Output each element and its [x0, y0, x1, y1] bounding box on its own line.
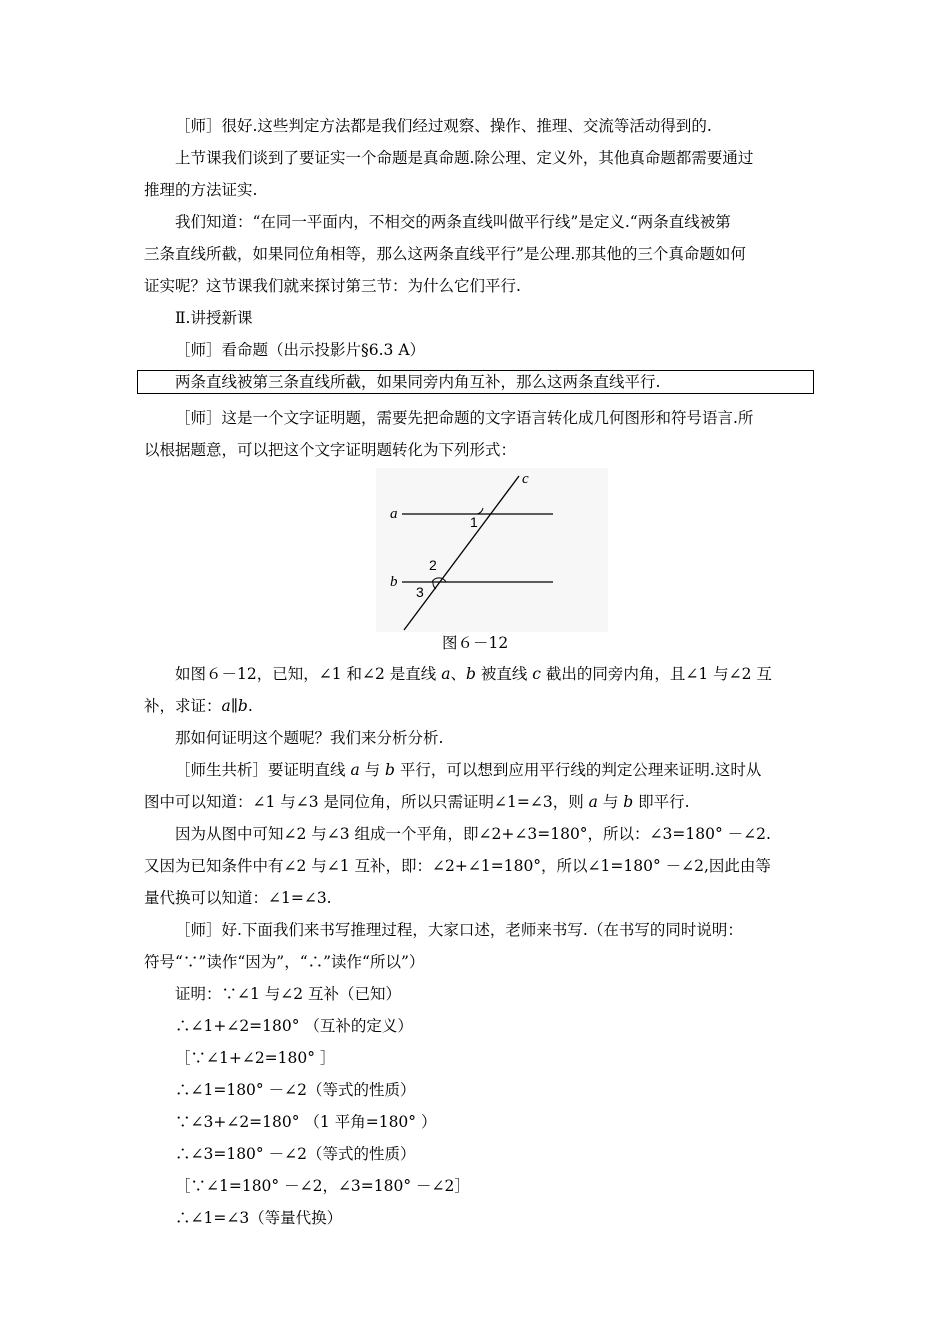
analysis-text: 即平行. — [633, 793, 690, 811]
given-text: . — [247, 697, 253, 715]
analysis-line5: 量代换可以知道：∠1=∠3. — [144, 889, 332, 907]
line-c — [404, 476, 519, 630]
proof-step: ［∵∠1+∠2=180° ］ — [175, 1049, 336, 1067]
analysis-line4: 又因为已知条件中有∠2 与∠1 互补，即：∠2+∠1=180°，所以∠1=180° －∠2,因此由等 — [144, 857, 771, 875]
analysis-line2 — [144, 792, 690, 812]
proof-step: 证明：∵∠1 与∠2 互补（已知） — [175, 985, 402, 1003]
given-line1 — [175, 664, 772, 684]
paragraph-review-line2: 推理的方法证实. — [144, 181, 258, 199]
analysis-var-a: a — [588, 793, 598, 811]
paragraph-teacher-praise: ［师］很好.这些判定方法都是我们经过观察、操作、推理、交流等活动得到的. — [175, 117, 712, 135]
section-heading: Ⅱ.讲授新课 — [175, 309, 253, 327]
paragraph-convert-line1: ［师］这是一个文字证明题，需要先把命题的文字语言转化成几何图形和符号语言.所 — [175, 409, 754, 427]
given-text: 、 — [450, 665, 466, 683]
analysis-text: 平行，可以想到应用平行线的判定公理来证明.这时从 — [394, 761, 762, 779]
teacher-writing-line1: ［师］好.下面我们来书写推理过程，大家口述，老师来书写.（在书写的同时说明： — [175, 921, 743, 939]
label-a: a — [390, 506, 398, 522]
given-goal: a∥b — [221, 697, 248, 715]
geometry-figure — [376, 468, 608, 632]
proof-step: ∴∠1+∠2=180° （互补的定义） — [175, 1017, 413, 1035]
analysis-line1 — [175, 760, 761, 780]
figure-caption: 图６－12 — [442, 634, 509, 652]
paragraph-convert-line2: 以根据题意，可以把这个文字证明题转化为下列形式： — [144, 441, 517, 459]
proof-step: ∴∠1=∠3（等量代换） — [175, 1209, 343, 1227]
proposition-box — [137, 370, 814, 394]
given-text: 如图６－12，已知，∠1 和∠2 是直线 — [175, 665, 442, 683]
label-b: b — [390, 574, 398, 590]
proposition-text: 两条直线被第三条直线所截，如果同旁内角互补，那么这两条直线平行. — [175, 373, 661, 391]
proof-step: ∴∠3=180° －∠2（等式的性质） — [175, 1145, 416, 1163]
label-angle-3: 3 — [416, 584, 424, 600]
given-text: 截出的同旁内角，且∠1 与∠2 互 — [540, 665, 772, 683]
proof-step: ［∵∠1=180° －∠2，∠3=180° －∠2］ — [175, 1177, 470, 1195]
angle-3-arc — [433, 582, 436, 589]
label-angle-2: 2 — [429, 557, 437, 573]
analysis-var-b: b — [623, 793, 634, 811]
given-line2 — [144, 696, 253, 716]
angle-1-arc — [477, 508, 483, 514]
label-c: c — [522, 471, 529, 487]
analysis-text: 与 — [597, 793, 624, 811]
paragraph-definition-line3: 证实呢？这节课我们就来探讨第三节：为什么它们平行. — [144, 277, 521, 295]
teacher-writing-line2: 符号“∵”读作“因为”，“∴”读作“所以”） — [144, 953, 425, 971]
label-angle-1: 1 — [470, 514, 478, 530]
paragraph-view-proposition: ［师］看命题（出示投影片§6.3 A） — [175, 341, 426, 359]
analysis-line3: 因为从图中可知∠2 与∠3 组成一个平角，即∠2+∠3=180°，所以：∠3=180° －∠2. — [175, 825, 771, 843]
given-text: 补，求证： — [144, 697, 222, 715]
analysis-text: 与 — [359, 761, 386, 779]
analysis-text: ［师生共析］要证明直线 — [175, 761, 351, 779]
analysis-var-b: b — [385, 761, 395, 779]
proof-step: ∴∠1=180° －∠2（等式的性质） — [175, 1081, 416, 1099]
paragraph-definition-line2: 三条直线所截，如果同位角相等，那么这两条直线平行”是公理.那其他的三个真命题如何 — [144, 245, 746, 263]
given-text: 被直线 — [475, 665, 533, 683]
analysis-question: 那如何证明这个题呢？我们来分析分析. — [175, 729, 444, 747]
given-var-a: a — [441, 665, 451, 683]
figure-svg — [376, 468, 608, 632]
given-var-c: c — [532, 665, 541, 683]
proof-step: ∵∠3+∠2=180° （1 平角=180° ） — [175, 1113, 437, 1131]
paragraph-review-line1: 上节课我们谈到了要证实一个命题是真命题.除公理、定义外，其他真命题都需要通过 — [175, 149, 754, 167]
analysis-var-a: a — [350, 761, 360, 779]
given-var-b: b — [465, 665, 476, 683]
analysis-text: 图中可以知道：∠1 与∠3 是同位角，所以只需证明∠1=∠3，则 — [144, 793, 589, 811]
paragraph-definition-line1: 我们知道：“在同一平面内，不相交的两条直线叫做平行线”是定义.“两条直线被第 — [175, 213, 731, 231]
